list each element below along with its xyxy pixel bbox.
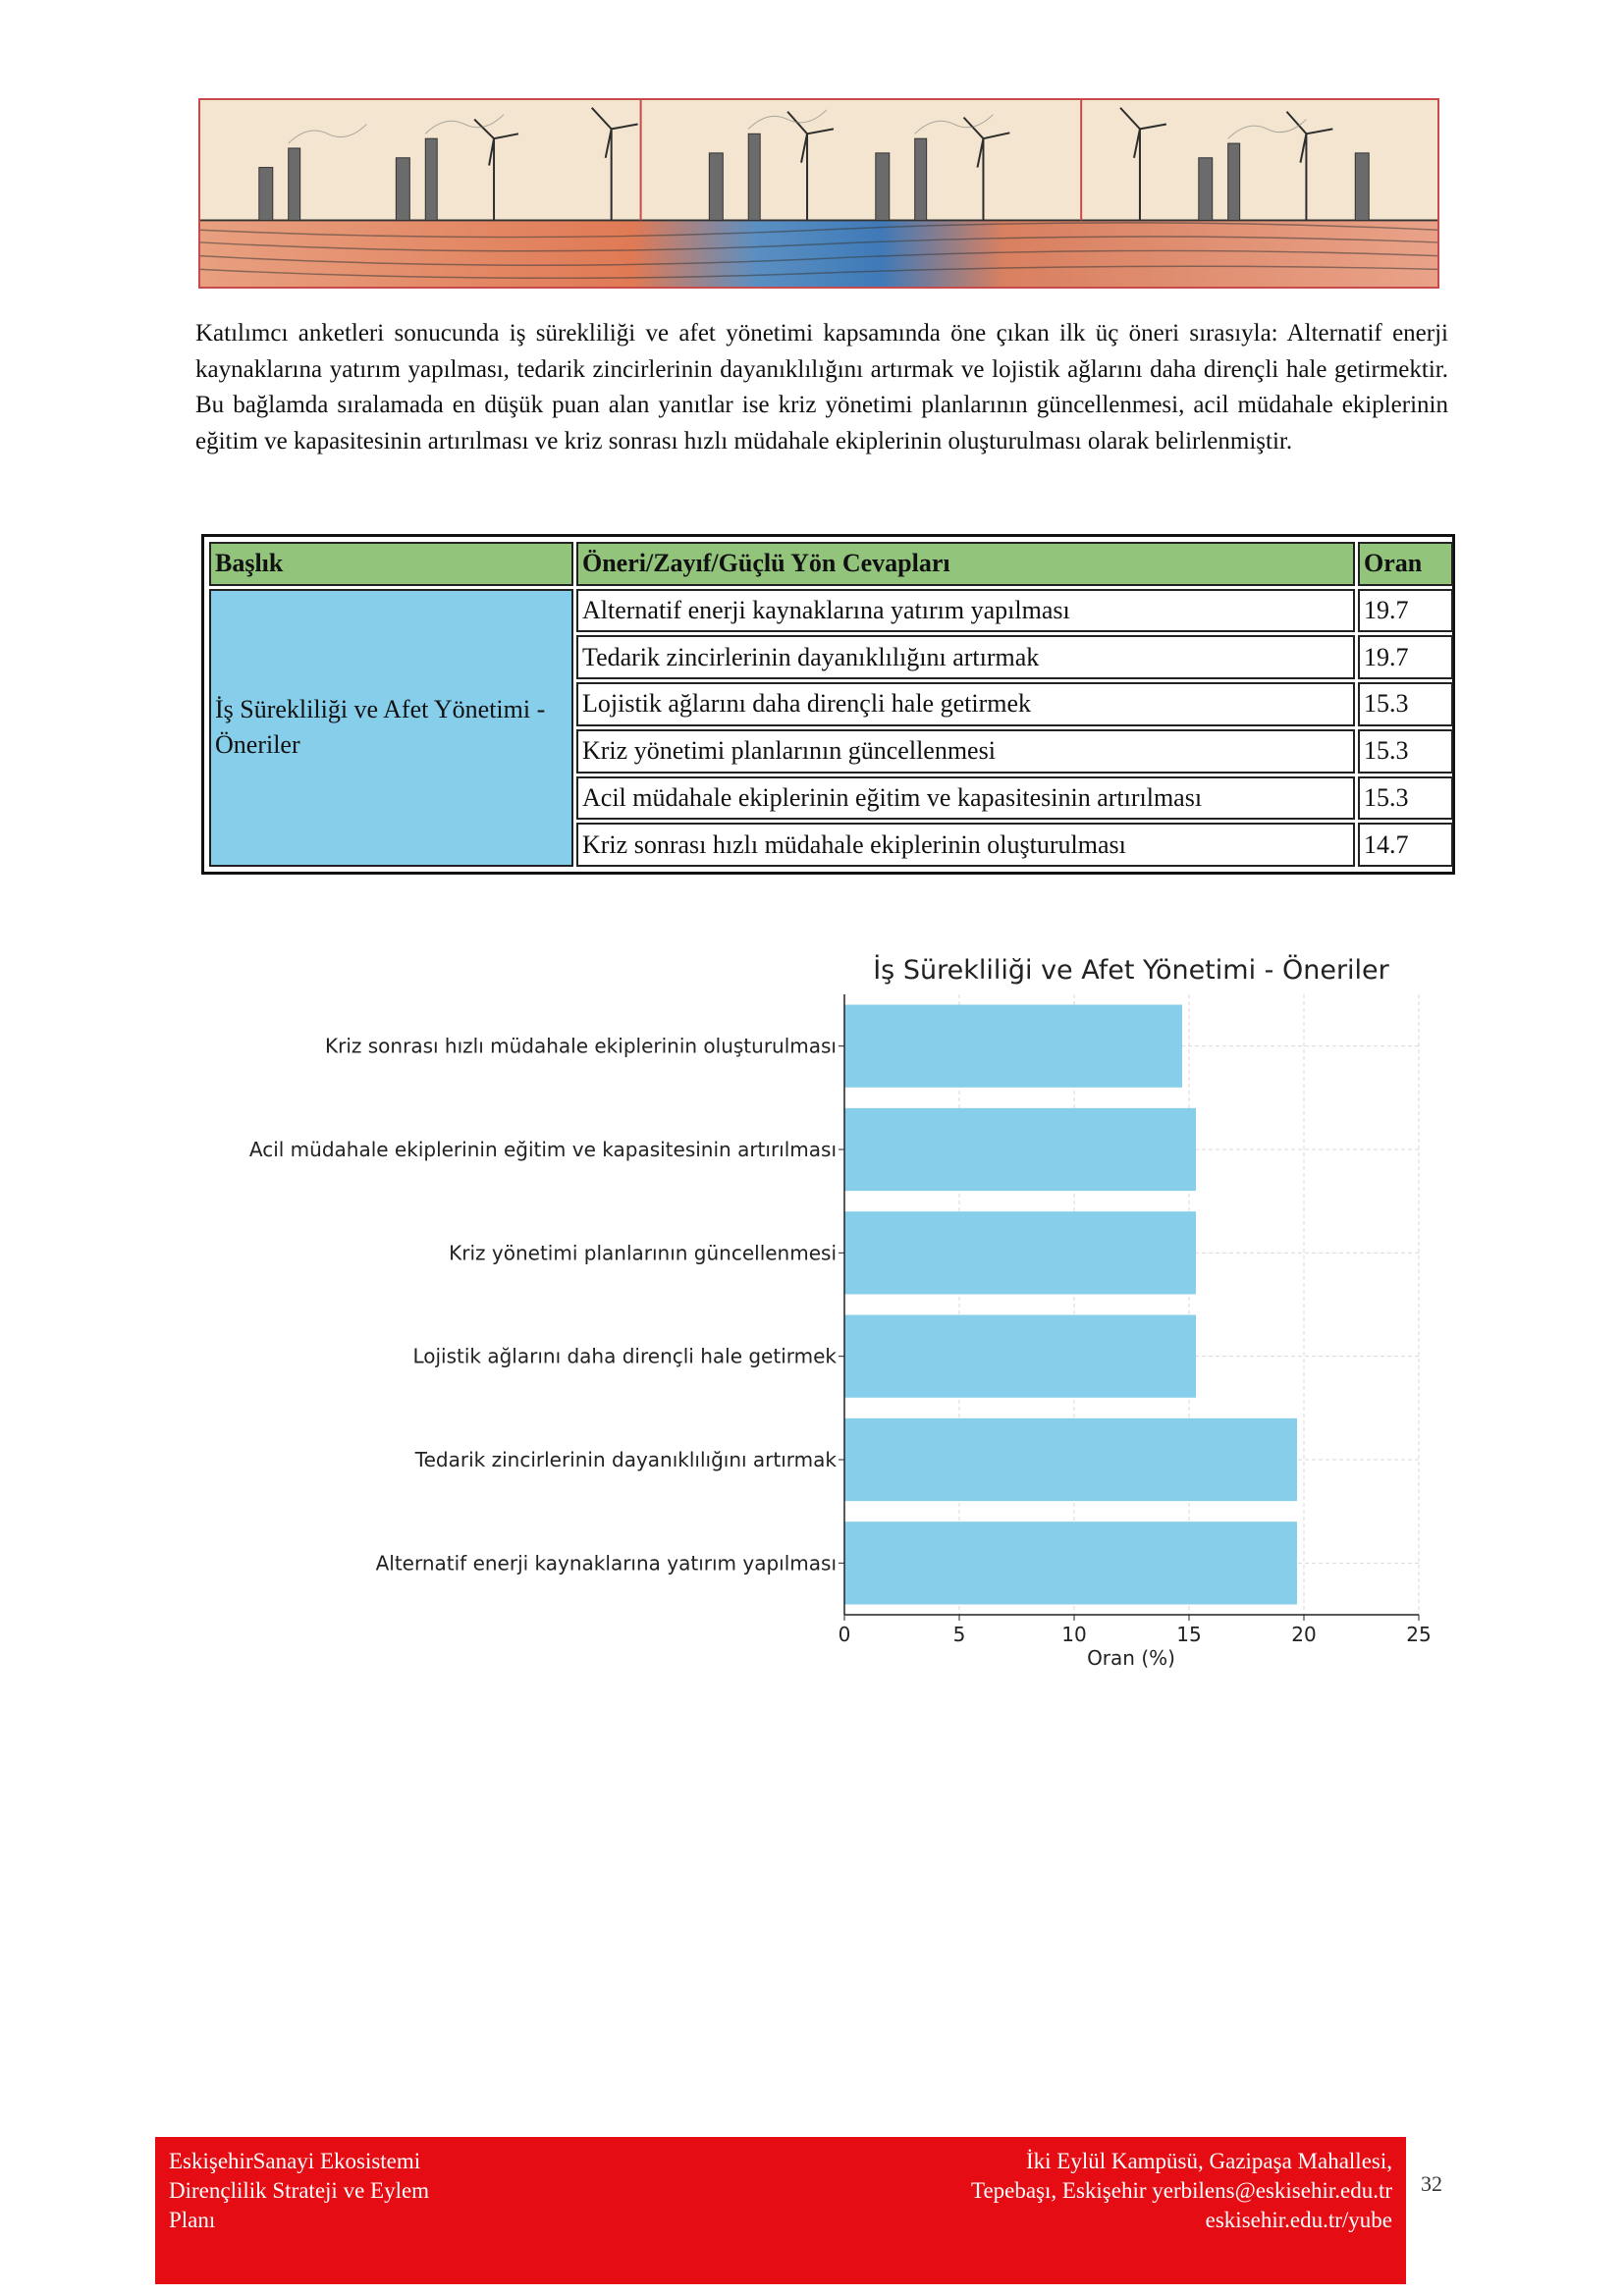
y-tick-label: Lojistik ağlarını daha dirençli hale getirmek [412,1344,837,1368]
footer-right-line: Tepebaşı, Eskişehir yerbilens@eskisehir.edu.tr [971,2178,1392,2203]
rate-cell: 15.3 [1358,682,1453,726]
answer-cell: Alternatif enerji kaynaklarına yatırım yapılması [576,589,1355,633]
y-tick-label: Tedarik zincirlerinin dayanıklılığını artırmak [414,1448,837,1471]
footer-left-line: Planı [169,2208,216,2232]
footer-right [764,2147,1392,2235]
x-tick-label: 5 [952,1623,966,1646]
y-tick-label: Kriz yönetimi planlarının güncellenmesi [449,1241,837,1265]
y-tick-label: Alternatif enerji kaynaklarına yatırım yapılması [375,1551,837,1575]
industrial-landscape-image [200,100,1437,287]
x-tick-label: 15 [1176,1623,1202,1646]
header-baslik: Başlık [209,542,573,586]
answer-cell: Tedarik zincirlerinin dayanıklılığını artırmak [576,635,1355,679]
bar [844,1418,1297,1501]
answer-cell: Kriz yönetimi planlarının güncellenmesi [576,729,1355,774]
page-number: 32 [1421,2171,1442,2196]
x-tick-label: 20 [1291,1623,1317,1646]
page-footer [155,2137,1406,2284]
bar [844,1108,1196,1191]
x-tick-label: 25 [1406,1623,1432,1646]
rate-cell: 14.7 [1358,823,1453,867]
bar [844,1211,1196,1294]
chart-x-axis-label: Oran (%) [1087,1646,1175,1670]
bar [844,1315,1196,1398]
x-tick-label: 0 [838,1623,851,1646]
header-cevaplar: Öneri/Zayıf/Güçlü Yön Cevapları [576,542,1355,586]
footer-left [169,2147,581,2235]
rate-cell: 19.7 [1358,635,1453,679]
group-cell: İş Sürekliliği ve Afet Yönetimi - Öneriler [209,589,573,867]
footer-left-line: EskişehirSanayi Ekosistemi [169,2149,421,2173]
bar [844,1005,1182,1088]
footer-left-line: Dirençlilik Strateji ve Eylem [169,2178,430,2203]
rate-cell: 15.3 [1358,729,1453,774]
answer-cell: Kriz sonrası hızlı müdahale ekiplerinin oluşturulması [576,823,1355,867]
recommendations-table-grid [206,539,1456,870]
table-header-row [209,542,1453,586]
table-row [209,589,1453,633]
recommendations-table [201,534,1455,875]
header-oran: Oran [1358,542,1453,586]
bar-chart-svg [177,937,1473,1688]
answer-cell: Lojistik ağlarını daha dirençli hale getirmek [576,682,1355,726]
y-tick-label: Kriz sonrası hızlı müdahale ekiplerinin oluşturulması [325,1034,837,1058]
bar-chart [177,937,1473,1688]
rate-cell: 19.7 [1358,589,1453,633]
answer-cell: Acil müdahale ekiplerinin eğitim ve kapasitesinin artırılması [576,776,1355,821]
header-illustration [198,98,1439,289]
x-tick-label: 10 [1061,1623,1087,1646]
chart-title: İş Sürekliliği ve Afet Yönetimi - Öneriler [873,955,1389,986]
bar [844,1522,1297,1604]
footer-right-line: eskisehir.edu.tr/yube [1205,2208,1392,2232]
y-tick-label: Acil müdahale ekiplerinin eğitim ve kapasitesinin artırılması [248,1138,837,1161]
summary-paragraph: Katılımcı anketleri sonucunda iş sürekliliği ve afet yönetimi kapsamında öne çıkan ilk üç öneri sırasıyla: Alternatif enerji kaynaklarına yatırım yapılması, tedarik zincirlerinin dayanıklılığını artırmak ve lojistik ağlarını daha dirençli hale getirmektir. Bu bağlamda sıralamada en düşük puan alan yanıtlar ise kriz yönetimi planlarının güncellenmesi, acil müdahale ekiplerinin eğitim ve kapasitesinin artırılması ve kriz sonrası hızlı müdahale ekiplerinin oluşturulması olarak belirlenmiştir. [195,320,1448,454]
rate-cell: 15.3 [1358,776,1453,821]
footer-right-line: İki Eylül Kampüsü, Gazipaşa Mahallesi, [1025,2149,1392,2173]
